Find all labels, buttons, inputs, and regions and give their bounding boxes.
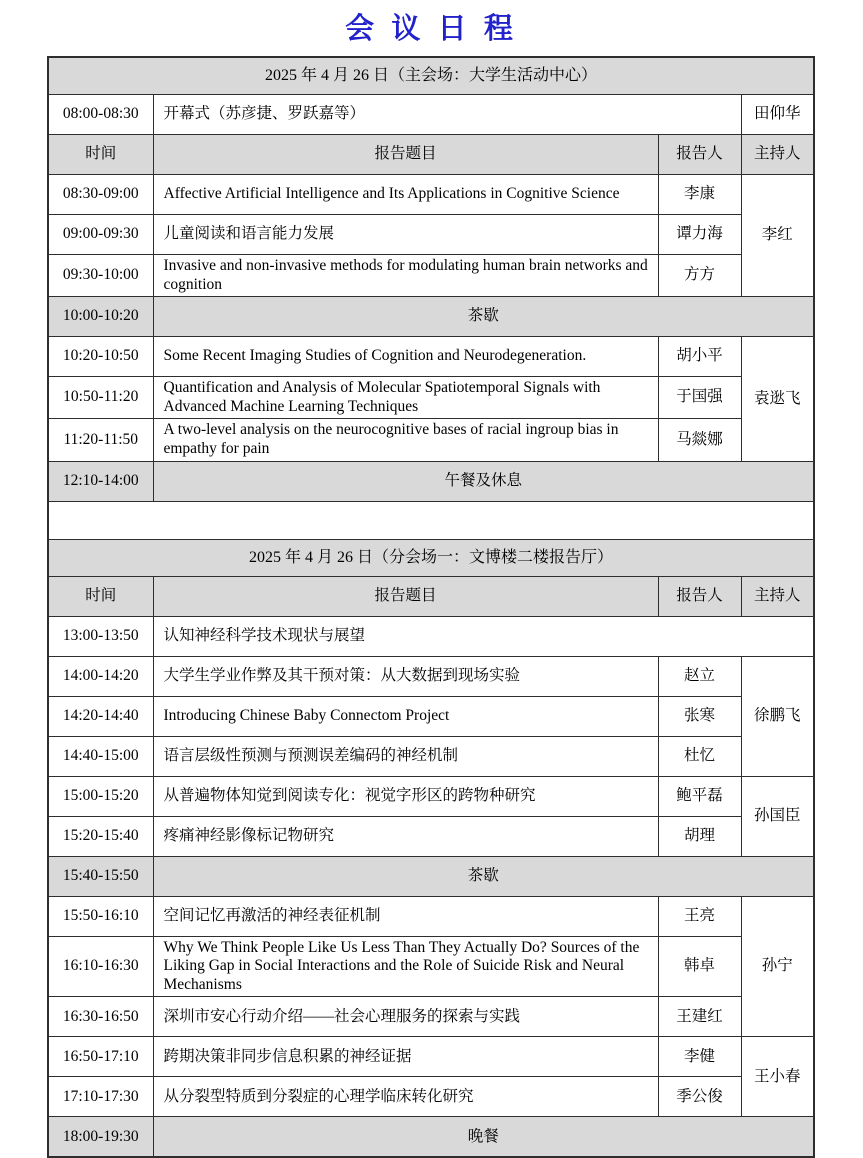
talk-title-cell: 疼痛神经影像标记物研究: [153, 816, 658, 856]
table-row: [48, 337, 814, 377]
page-title: 会 议 日 程: [345, 13, 518, 45]
time-cell: 15:50-16:10: [48, 896, 153, 936]
time-cell: 16:50-17:10: [48, 1037, 153, 1077]
time-cell: 10:50-11:20: [48, 377, 153, 419]
table-row: [48, 1077, 814, 1117]
column-header: 主持人: [741, 135, 814, 175]
table-row: [48, 1037, 814, 1077]
talk-title-cell: 从分裂型特质到分裂症的心理学临床转化研究: [153, 1077, 658, 1117]
time-cell: 08:00-08:30: [48, 95, 153, 135]
table-row: [48, 255, 814, 297]
spacer-cell: [48, 501, 814, 539]
break-cell: 午餐及休息: [153, 461, 814, 501]
speaker-cell: 方方: [658, 255, 741, 297]
break-cell: 茶歇: [153, 297, 814, 337]
talk-title-cell: 从普遍物体知觉到阅读专化：视觉字形区的跨物种研究: [153, 776, 658, 816]
time-cell: 09:30-10:00: [48, 255, 153, 297]
speaker-cell: 季公俊: [658, 1077, 741, 1117]
time-cell: 17:10-17:30: [48, 1077, 153, 1117]
talk-title-cell: 儿童阅读和语言能力发展: [153, 215, 658, 255]
speaker-cell: 鲍平磊: [658, 776, 741, 816]
talk-title-cell: Introducing Chinese Baby Connectom Project: [153, 696, 658, 736]
table-row: [48, 501, 814, 539]
table-row: [48, 656, 814, 696]
break-cell: 晚餐: [153, 1117, 814, 1158]
speaker-cell: 胡小平: [658, 337, 741, 377]
time-cell: 15:40-15:50: [48, 856, 153, 896]
column-header: 时间: [48, 135, 153, 175]
schedule-table-body: [48, 57, 814, 1157]
table-row: [48, 175, 814, 215]
table-row: [48, 896, 814, 936]
time-cell: 08:30-09:00: [48, 175, 153, 215]
speaker-cell: 王建红: [658, 997, 741, 1037]
table-row: [48, 461, 814, 501]
time-cell: 18:00-19:30: [48, 1117, 153, 1158]
table-row: [48, 696, 814, 736]
break-cell: 茶歇: [153, 856, 814, 896]
table-row: [48, 856, 814, 896]
table-row: [48, 377, 814, 419]
speaker-cell: 李康: [658, 175, 741, 215]
table-row: [48, 736, 814, 776]
time-cell: 09:00-09:30: [48, 215, 153, 255]
talk-title-cell: 语言层级性预测与预测误差编码的神经机制: [153, 736, 658, 776]
speaker-cell: 杜忆: [658, 736, 741, 776]
table-row: [48, 539, 814, 576]
speaker-cell: 韩卓: [658, 936, 741, 997]
talk-title-cell: Why We Think People Like Us Less Than They Actually Do? Sources of the Liking Gap in Social Interactions and the Role of Suicide Risk and Neural Mechanisms: [153, 936, 658, 997]
talk-title-cell: Quantification and Analysis of Molecular Spatiotemporal Signals with Advanced Machine Learning Techniques: [153, 377, 658, 419]
column-header: 报告人: [658, 135, 741, 175]
section-date-header: 2025 年 4 月 26 日（分会场一：文博楼二楼报告厅）: [48, 539, 814, 576]
time-cell: 12:10-14:00: [48, 461, 153, 501]
time-cell: 15:20-15:40: [48, 816, 153, 856]
talk-title-cell: 大学生学业作弊及其干预对策：从大数据到现场实验: [153, 656, 658, 696]
time-cell: 10:00-10:20: [48, 297, 153, 337]
talk-title-cell: Affective Artificial Intelligence and Its Applications in Cognitive Science: [153, 175, 658, 215]
table-row: [48, 95, 814, 135]
speaker-cell: 赵立: [658, 656, 741, 696]
speaker-cell: 于国强: [658, 377, 741, 419]
table-row: [48, 997, 814, 1037]
column-header: 报告题目: [153, 576, 658, 616]
time-cell: 13:00-13:50: [48, 616, 153, 656]
speaker-cell: 胡理: [658, 816, 741, 856]
time-cell: 10:20-10:50: [48, 337, 153, 377]
time-cell: 14:00-14:20: [48, 656, 153, 696]
time-cell: 11:20-11:50: [48, 419, 153, 461]
moderator-cell: 徐鹏飞: [741, 656, 814, 776]
table-row: [48, 135, 814, 175]
column-header: 报告题目: [153, 135, 658, 175]
table-row: [48, 816, 814, 856]
moderator-cell: 田仰华: [741, 95, 814, 135]
moderator-cell: 孙国臣: [741, 776, 814, 856]
moderator-cell: 王小春: [741, 1037, 814, 1117]
table-row: [48, 576, 814, 616]
table-row: [48, 936, 814, 997]
talk-title-cell: A two-level analysis on the neurocognitive bases of racial ingroup bias in empathy for pain: [153, 419, 658, 461]
moderator-cell: 孙宁: [741, 896, 814, 1037]
talk-title-cell: 开幕式（苏彦捷、罗跃嘉等）: [153, 95, 741, 135]
talk-title-cell: Invasive and non-invasive methods for modulating human brain networks and cognition: [153, 255, 658, 297]
time-cell: 16:10-16:30: [48, 936, 153, 997]
speaker-cell: 李健: [658, 1037, 741, 1077]
table-row: [48, 776, 814, 816]
moderator-cell: 李红: [741, 175, 814, 297]
speaker-cell: 马燚娜: [658, 419, 741, 461]
moderator-cell: 袁逖飞: [741, 337, 814, 461]
talk-title-cell: 空间记忆再激活的神经表征机制: [153, 896, 658, 936]
table-row: [48, 57, 814, 95]
table-row: [48, 215, 814, 255]
talk-title-cell: 深圳市安心行动介绍——社会心理服务的探索与实践: [153, 997, 658, 1037]
schedule-table: [47, 56, 815, 1158]
talk-title-cell: Some Recent Imaging Studies of Cognition and Neurodegeneration.: [153, 337, 658, 377]
column-header: 时间: [48, 576, 153, 616]
time-cell: 16:30-16:50: [48, 997, 153, 1037]
talk-title-cell: 跨期决策非同步信息积累的神经证据: [153, 1037, 658, 1077]
time-cell: 15:00-15:20: [48, 776, 153, 816]
column-header: 主持人: [741, 576, 814, 616]
time-cell: 14:20-14:40: [48, 696, 153, 736]
speaker-cell: 王亮: [658, 896, 741, 936]
table-row: [48, 419, 814, 461]
speaker-cell: 谭力海: [658, 215, 741, 255]
speaker-cell: 张寒: [658, 696, 741, 736]
time-cell: 14:40-15:00: [48, 736, 153, 776]
table-row: [48, 297, 814, 337]
table-row: [48, 616, 814, 656]
section-date-header: 2025 年 4 月 26 日（主会场：大学生活动中心）: [48, 57, 814, 95]
column-header: 报告人: [658, 576, 741, 616]
table-row: [48, 1117, 814, 1158]
talk-title-cell: 认知神经科学技术现状与展望: [153, 616, 814, 656]
